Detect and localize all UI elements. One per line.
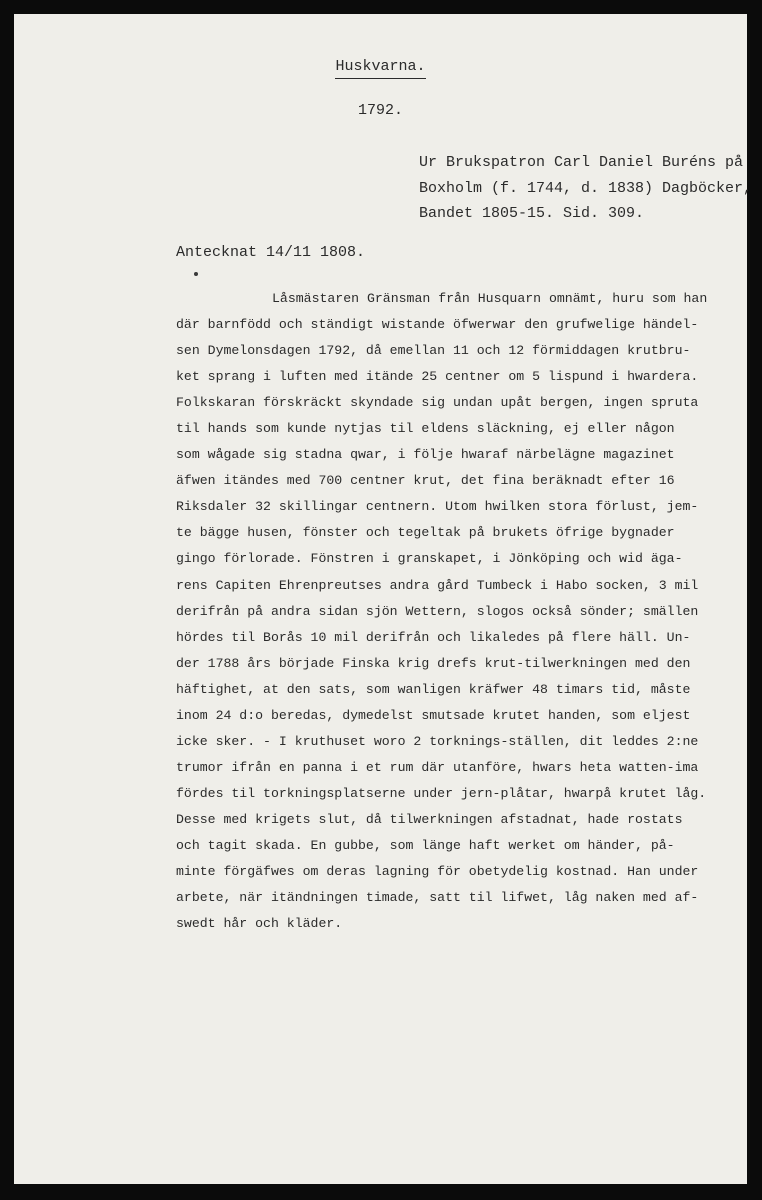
body-line: icke sker. - I kruthuset woro 2 torknings-ställen, dit leddes 2:ne [176,733,699,749]
body-line: äfwen itändes med 700 centner krut, det fina beräknadt efter 16 [176,473,675,489]
body-line: minte förgäfwes om deras lagning för obetydelig kostnad. Han under [176,864,699,880]
body-line: inom 24 d:o beredas, dymedelst smutsade krutet handen, som eljest [176,707,691,723]
body-line: trumor ifrån en panna i et rum där utanföre, hwars heta watten-ima [176,759,699,775]
body-line: rens Capiten Ehrenpreutses andra gård Tumbeck i Habo socken, 3 mil [176,577,699,593]
document-heading [14,58,747,79]
source-line: Bandet 1805-15. Sid. 309. [419,205,645,222]
body-line: ket sprang i luften med itände 25 centner om 5 lispund i hwardera. [176,369,699,385]
body-line: gingo förlorade. Fönstren i granskapet, i Jönköping och wid äga- [176,551,683,567]
source-citation [419,150,753,227]
body-line: häftighet, at den sats, som wanligen kräfwer 48 timars tid, måste [176,681,691,697]
body-line: Låsmästaren Gränsman från Husquarn omnämt, huru som han [272,291,708,306]
body-line: te bägge husen, fönster och tegeltak på brukets öfrige bygnader [176,525,675,541]
body-line: swedt hår och kläder. [176,916,343,932]
body-text [176,286,746,937]
source-line: Boxholm (f. 1744, d. 1838) Dagböcker, [419,179,753,197]
body-line: Folkskaran förskräckt skyndade sig undan upåt bergen, ingen spruta [176,395,699,411]
ink-dot [194,272,198,276]
body-line: til hands som kunde nytjas til eldens släckning, ej eller någon [176,421,675,437]
body-line: Desse med krigets slut, då tilwerkningen afstadnat, hade rostats [176,811,683,827]
annotation-date: Antecknat 14/11 1808. [176,244,366,261]
document-page [14,14,753,1184]
body-line: fördes til torkningsplatserne under jern-plåtar, hwarpå krutet låg. [176,785,707,801]
body-line: som wågade sig stadna qwar, i följe hwaraf närbelägne magazinet [176,447,675,463]
body-line: derifrån på andra sidan sjön Wettern, slogos också sönder; smällen [176,603,699,619]
body-line: arbete, när itändningen timade, satt til lifwet, låg naken med af- [176,890,699,906]
body-line: där barnfödd och ständigt wistande öfwerwar den grufwelige händel- [176,317,699,333]
body-line: hördes til Borås 10 mil derifrån och likaledes på flere häll. Un- [176,629,691,645]
body-line: och tagit skada. En gubbe, som länge haft werket om händer, på- [176,837,675,853]
body-line: sen Dymelonsdagen 1792, då emellan 11 och 12 förmiddagen krutbru- [176,343,691,359]
heading-text: Huskvarna. [335,58,425,79]
body-line: der 1788 års började Finska krig drefs krut-tilwerkningen med den [176,655,691,671]
body-line: Riksdaler 32 skillingar centnern. Utom hwilken stora förlust, jem- [176,499,699,515]
document-year: 1792. [357,102,403,119]
source-line: Ur Brukspatron Carl Daniel Buréns på [419,154,744,171]
